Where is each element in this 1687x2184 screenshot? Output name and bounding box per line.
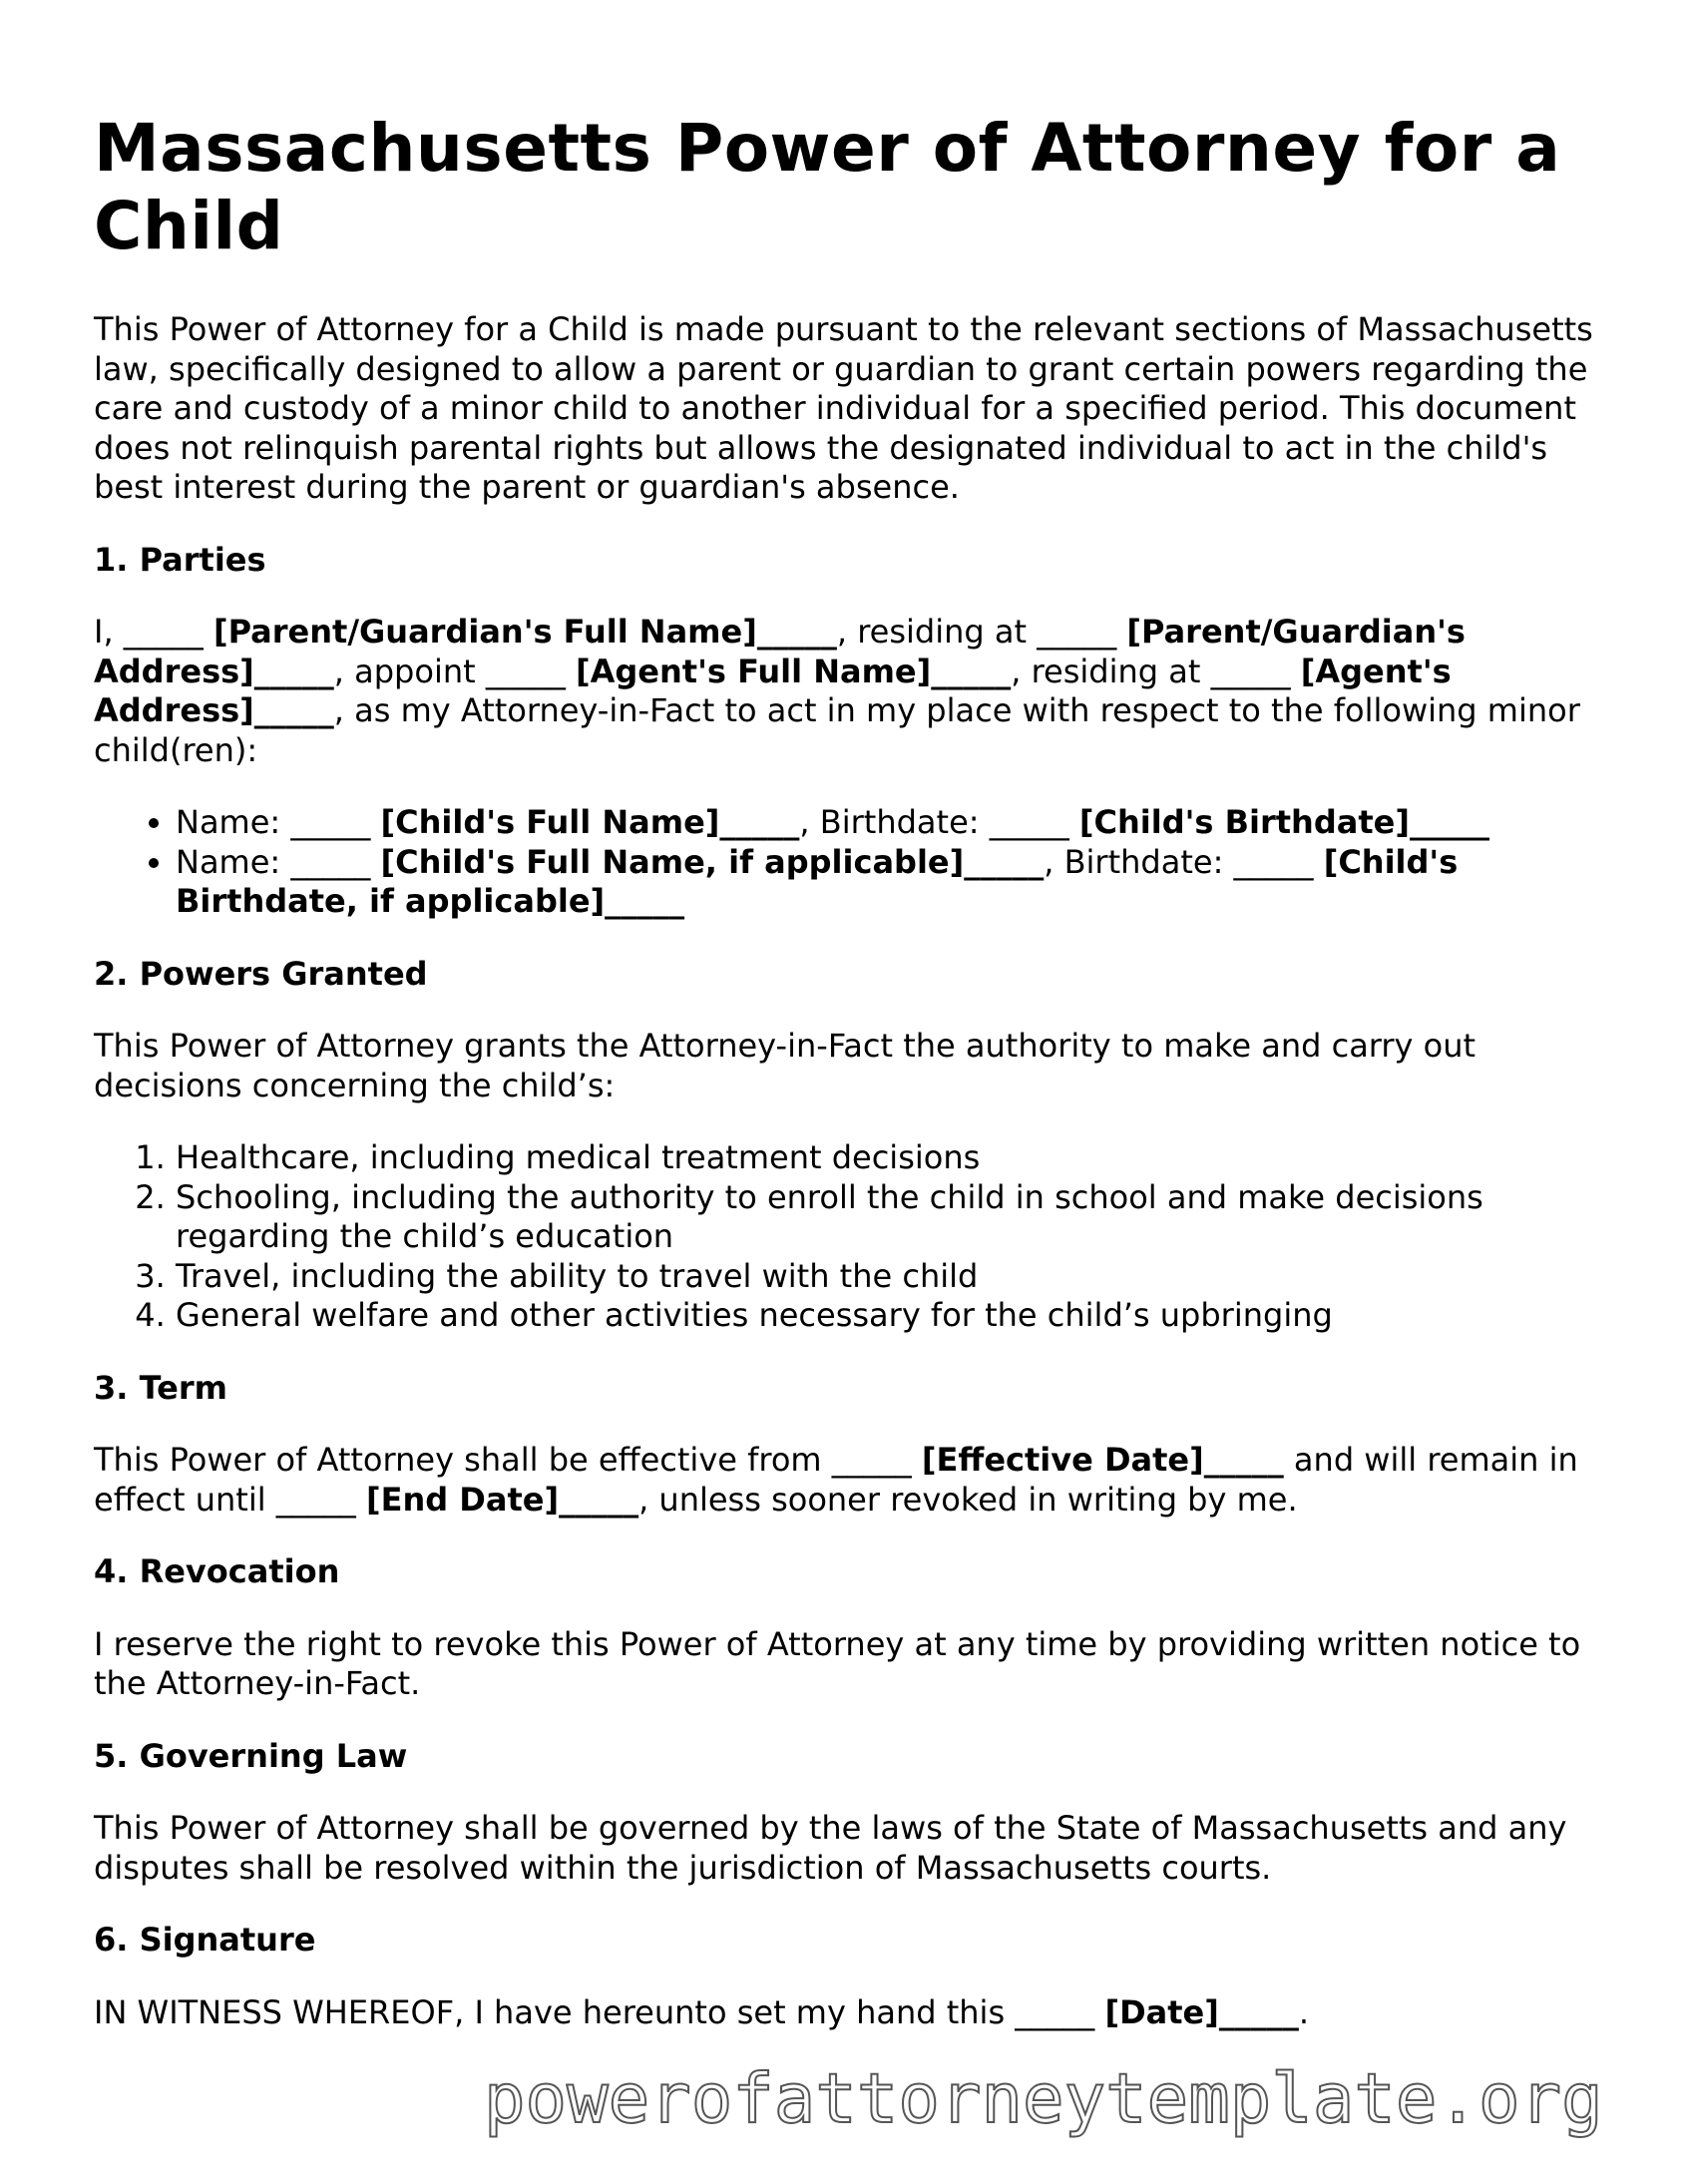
signature-date-field: [Date]_____ bbox=[1104, 1992, 1299, 2031]
list-item bbox=[176, 803, 1610, 843]
section-heading-parties: 1. Parties bbox=[94, 540, 266, 579]
list-item bbox=[176, 843, 1610, 922]
section-heading-revocation: 4. Revocation bbox=[94, 1552, 340, 1590]
parties-text: , residing at _____ bbox=[1011, 652, 1301, 690]
end-date-field: [End Date]_____ bbox=[365, 1480, 639, 1519]
powers-list bbox=[94, 1138, 1610, 1336]
document-page bbox=[94, 110, 1610, 2065]
list-item: 3. Travel, including the ability to travel with the child bbox=[176, 1257, 1610, 1297]
agent-name-field: [Agent's Full Name]_____ bbox=[576, 652, 1012, 690]
effective-date-field: [Effective Date]_____ bbox=[921, 1441, 1284, 1479]
child-name-field: [Child's Full Name, if applicable]_____ bbox=[380, 842, 1045, 881]
signature-paragraph bbox=[94, 1993, 1610, 2033]
parent-name-field: [Parent/Guardian's Full Name]_____ bbox=[212, 613, 837, 651]
list-item: 4. General welfare and other activities necessary for the child’s upbringing bbox=[176, 1296, 1610, 1336]
governing-law-paragraph: This Power of Attorney shall be governed by the laws of the State of Massachusetts and any disputes shall be resolved within the jurisdiction of Massachusetts courts. bbox=[94, 1809, 1567, 1887]
term-text: and will remain in effect until _____ bbox=[94, 1441, 1578, 1519]
parties-text: , as my Attorney-in-Fact to act in my place with respect to the following minor child(ren): bbox=[94, 691, 1580, 769]
section-heading-governing-law: 5. Governing Law bbox=[94, 1736, 408, 1775]
child-birthdate-label: , Birthdate: _____ bbox=[799, 803, 1079, 841]
signature-text: . bbox=[1298, 1992, 1310, 2031]
agent-address-field: [Agent's Address]_____ bbox=[94, 652, 1452, 729]
powers-intro: This Power of Attorney grants the Attorney-in-Fact the authority to make and carry out decisions concerning the child’s: bbox=[94, 1027, 1476, 1104]
children-list bbox=[94, 803, 1610, 922]
child-name-field: [Child's Full Name]_____ bbox=[380, 803, 800, 841]
revocation-paragraph: I reserve the right to revoke this Power of Attorney at any time by providing written notice to the Attorney-in-Fact. bbox=[94, 1624, 1581, 1702]
document-title: Massachusetts Power of Attorney for a Child bbox=[94, 110, 1561, 264]
list-item: 1. Healthcare, including medical treatment decisions bbox=[176, 1138, 1610, 1178]
parties-text: , appoint _____ bbox=[333, 652, 576, 690]
child-birthdate-field: [Child's Birthdate, if applicable]_____ bbox=[176, 842, 1459, 920]
watermark: powerofattorneytemplate.org bbox=[484, 2059, 1603, 2139]
term-paragraph bbox=[94, 1441, 1610, 1520]
term-text: , unless sooner revoked in writing by me. bbox=[638, 1480, 1298, 1519]
section-heading-powers: 2. Powers Granted bbox=[94, 954, 428, 993]
parent-address-field: [Parent/Guardian's Address]_____ bbox=[94, 613, 1466, 690]
parties-text: I, _____ bbox=[94, 613, 213, 651]
child-birthdate-label: , Birthdate: _____ bbox=[1044, 842, 1324, 881]
parties-paragraph bbox=[94, 613, 1610, 770]
parties-text: , residing at _____ bbox=[836, 613, 1127, 651]
child-birthdate-field: [Child's Birthdate]_____ bbox=[1078, 803, 1489, 841]
child-name-label: Name: _____ bbox=[176, 803, 381, 841]
section-heading-signature: 6. Signature bbox=[94, 1921, 316, 1959]
signature-text: IN WITNESS WHEREOF, I have hereunto set my hand this _____ bbox=[94, 1992, 1105, 2031]
list-item: 2. Schooling, including the authority to enroll the child in school and make decisions regarding the child’s education bbox=[176, 1178, 1610, 1257]
intro-paragraph: This Power of Attorney for a Child is made pursuant to the relevant sections of Massachusetts law, specifically designed to allow a parent or guardian to grant certain powers regarding the care and custody of a minor child to another individual for a specified period. This document does not relinquish parental rights but allows the designated individual to act in the child's best interest during the parent or guardian's absence. bbox=[94, 310, 1593, 506]
section-heading-term: 3. Term bbox=[94, 1368, 227, 1407]
child-name-label: Name: _____ bbox=[176, 842, 381, 881]
term-text: This Power of Attorney shall be effective from _____ bbox=[94, 1441, 922, 1479]
